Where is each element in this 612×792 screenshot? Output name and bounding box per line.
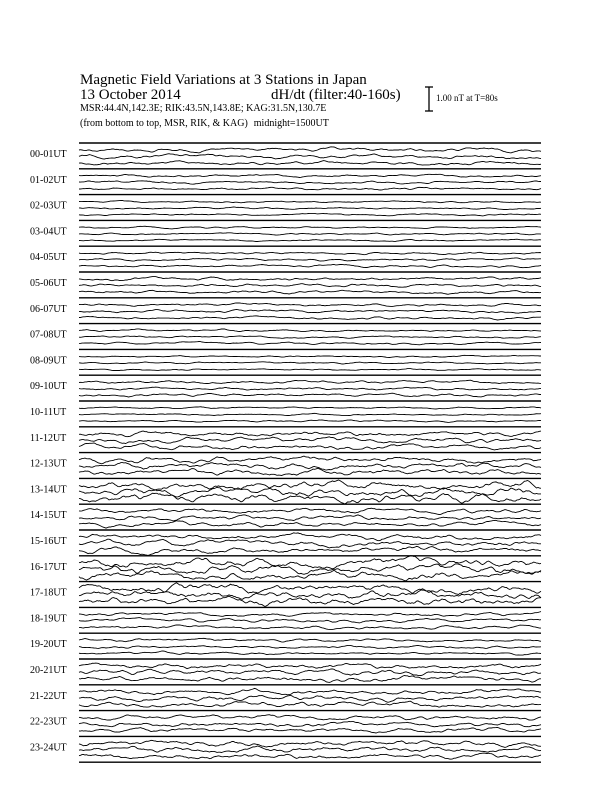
trace-MSR xyxy=(79,443,541,450)
row-15-16UT xyxy=(30,530,541,555)
scale-bar xyxy=(425,87,433,111)
row-21-22UT xyxy=(30,685,541,707)
trace-RIK xyxy=(79,233,541,235)
row-label: 03-04UT xyxy=(30,226,67,238)
trace-MSR xyxy=(79,753,541,759)
trace-MSR xyxy=(79,727,541,733)
row-label: 14-15UT xyxy=(30,510,67,522)
row-label: 12-13UT xyxy=(30,458,67,470)
trace-MSR xyxy=(79,369,541,371)
scale-bar-label: 1.00 nT at T=80s xyxy=(436,93,498,103)
trace-MSR xyxy=(79,570,541,581)
trace-KAG xyxy=(79,277,541,281)
trace-MSR xyxy=(79,342,541,345)
row-03-04UT xyxy=(30,220,541,241)
trace-MSR xyxy=(79,264,541,267)
trace-RIK xyxy=(79,284,541,288)
row-label: 13-14UT xyxy=(30,484,67,496)
row-label: 04-05UT xyxy=(30,252,67,264)
trace-MSR xyxy=(79,651,541,655)
row-label: 10-11UT xyxy=(30,407,67,418)
row-label: 05-06UT xyxy=(30,278,67,289)
row-13-14UT xyxy=(30,478,541,504)
trace-KAG xyxy=(79,226,541,229)
trace-RIK xyxy=(79,309,541,313)
trace-KAG xyxy=(79,508,541,514)
trace-MSR xyxy=(79,596,541,606)
trace-RIK xyxy=(79,336,541,338)
trace-RIK xyxy=(79,564,541,575)
trace-MSR xyxy=(79,290,541,294)
trace-KAG xyxy=(79,663,541,669)
trace-MSR xyxy=(79,546,541,555)
trace-MSR xyxy=(79,316,541,320)
row-label: 16-17UT xyxy=(30,561,67,573)
row-label: 21-22UT xyxy=(30,690,67,702)
row-17-18UT xyxy=(30,582,541,607)
trace-KAG xyxy=(79,380,541,383)
trace-MSR xyxy=(79,520,541,528)
trace-KAG xyxy=(79,533,541,541)
trace-RIK xyxy=(79,539,541,548)
trace-RIK xyxy=(79,387,541,390)
trace-RIK xyxy=(79,515,541,521)
trace-MSR xyxy=(79,239,541,241)
row-18-19UT xyxy=(30,607,541,629)
trace-KAG xyxy=(79,174,541,177)
trace-KAG xyxy=(79,431,541,437)
row-label: 08-09UT xyxy=(30,355,67,367)
trace-RIK xyxy=(79,437,541,444)
row-label: 07-08UT xyxy=(30,329,67,341)
trace-MSR xyxy=(79,625,541,630)
trace-KAG xyxy=(79,638,541,642)
trace-KAG xyxy=(79,147,541,153)
row-label: 23-24UT xyxy=(30,742,67,754)
row-label: 00-01UT xyxy=(30,149,67,160)
row-04-05UT xyxy=(30,246,541,268)
trace-RIK xyxy=(79,645,541,648)
row-07-08UT xyxy=(30,324,541,345)
trace-MSR xyxy=(79,468,541,475)
trace-MSR xyxy=(79,420,541,423)
row-label: 19-20UT xyxy=(30,639,67,651)
trace-KAG xyxy=(79,303,541,307)
row-label: 11-12UT xyxy=(30,432,67,444)
row-label: 17-18UT xyxy=(30,587,67,599)
trace-KAG xyxy=(79,612,541,617)
trace-KAG xyxy=(79,355,541,357)
trace-RIK xyxy=(79,413,541,415)
trace-MSR xyxy=(79,213,541,216)
trace-RIK xyxy=(79,669,541,676)
row-19-20UT xyxy=(30,633,541,655)
row-08-09UT xyxy=(30,349,541,370)
row-22-23UT xyxy=(30,711,541,733)
trace-KAG xyxy=(79,688,541,694)
trace-MSR xyxy=(79,393,541,397)
row-label: 18-19UT xyxy=(30,613,67,625)
row-06-07UT xyxy=(30,298,541,320)
date-label: 13 October 2014 xyxy=(80,87,181,103)
trace-KAG xyxy=(79,556,541,569)
trace-KAG xyxy=(79,201,541,203)
trace-RIK xyxy=(79,590,541,599)
chart-title: Magnetic Field Variations at 3 Stations in Japan xyxy=(80,72,367,88)
row-00-01UT xyxy=(30,143,541,165)
trace-KAG xyxy=(79,456,541,464)
station-order-note: (from bottom to top, MSR, RIK, & KAG) xyxy=(80,118,248,129)
row-label: 02-03UT xyxy=(30,200,67,212)
trace-KAG xyxy=(79,407,541,409)
hour-rows xyxy=(30,143,541,762)
row-10-11UT xyxy=(30,401,541,422)
filter-label: dH/dt (filter:40-160s) xyxy=(271,87,401,103)
trace-RIK xyxy=(79,695,541,702)
trace-MSR xyxy=(79,161,541,166)
row-16-17UT xyxy=(30,556,541,581)
trace-RIK xyxy=(79,362,541,364)
trace-MSR xyxy=(79,701,541,707)
row-12-13UT xyxy=(30,453,541,476)
row-label: 01-02UT xyxy=(30,174,67,186)
trace-RIK xyxy=(79,463,541,471)
midnight-note: midnight=1500UT xyxy=(253,118,329,129)
row-23-24UT xyxy=(30,736,541,759)
row-label: 20-21UT xyxy=(30,665,67,676)
trace-RIK xyxy=(79,154,541,159)
row-14-15UT xyxy=(30,504,541,528)
trace-RIK xyxy=(79,207,541,210)
trace-KAG xyxy=(79,252,541,255)
trace-KAG xyxy=(79,715,541,720)
trace-RIK xyxy=(79,746,541,753)
trace-KAG xyxy=(79,740,541,747)
trace-MSR xyxy=(79,187,541,190)
trace-MSR xyxy=(79,676,541,683)
station-coordinates: MSR:44.4N,142.3E; RIK:43.5N,143.8E; KAG:31.5N,130.7E xyxy=(80,103,327,114)
row-label: 09-10UT xyxy=(30,381,67,393)
row-11-12UT xyxy=(30,427,541,450)
row-20-21UT xyxy=(30,659,541,682)
trace-RIK xyxy=(79,258,541,261)
trace-KAG xyxy=(79,329,541,332)
row-01-02UT xyxy=(30,169,541,190)
row-02-03UT xyxy=(30,195,541,216)
trace-RIK xyxy=(79,618,541,623)
row-09-10UT xyxy=(30,375,541,397)
trace-RIK xyxy=(79,722,541,727)
trace-KAG xyxy=(79,480,541,490)
trace-RIK xyxy=(79,181,541,184)
row-label: 06-07UT xyxy=(30,303,67,315)
row-label: 22-23UT xyxy=(30,716,67,728)
row-label: 15-16UT xyxy=(30,536,67,547)
row-05-06UT xyxy=(30,272,541,294)
